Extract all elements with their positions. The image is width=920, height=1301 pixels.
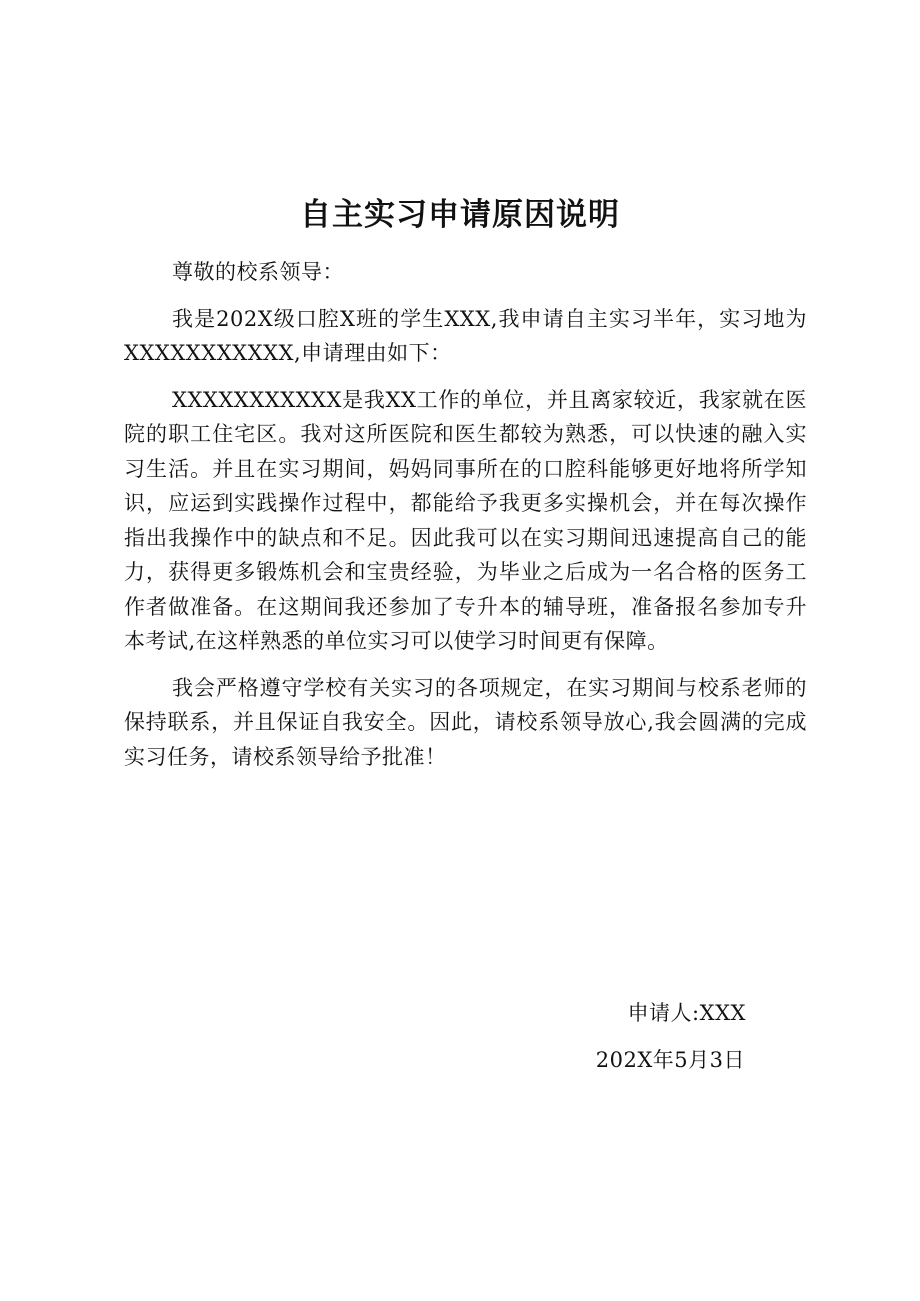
applicant-signature: 申请人:XXX — [627, 1001, 746, 1025]
paragraph-introduction: 我是202X级口腔X班的学生XXX,我申请自主实习半年，实习地为XXXXXXXXXXX,申请理由如下： — [124, 306, 807, 365]
document-body — [124, 255, 807, 774]
document-title: 自主实习申请原因说明 — [300, 197, 620, 233]
document-date: 202X年5月3日 — [595, 1048, 745, 1072]
paragraph-reasons: XXXXXXXXXXX是我XX工作的单位，并且离家较近，我家就在医院的职工住宅区。我对这所医院和医生都较为熟悉，可以快速的融入实习生活。并且在实习期间，妈妈同事所在的口腔科能够更好地将所学知识，应运到实践操作过程中，都能给予我更多实操机会，并在每次操作指出我操作中的缺点和不足。因此我可以在实习期间迅速提高自己的能力，获得更多锻炼机会和宝贵经验，为毕业之后成为一名合格的医务工作者做准备。在这期间我还参加了专升本的辅导班，准备报名参加专升本考试,在这样熟悉的单位实习可以使学习时间更有保障。 — [124, 387, 807, 653]
salutation: 尊敬的校系领导： — [172, 260, 344, 284]
paragraph-commitment: 我会严格遵守学校有关实习的各项规定，在实习期间与校系老师的保持联系，并且保证自我安全。因此，请校系领导放心,我会圆满的完成实习任务，请校系领导给予批准！ — [124, 675, 807, 769]
